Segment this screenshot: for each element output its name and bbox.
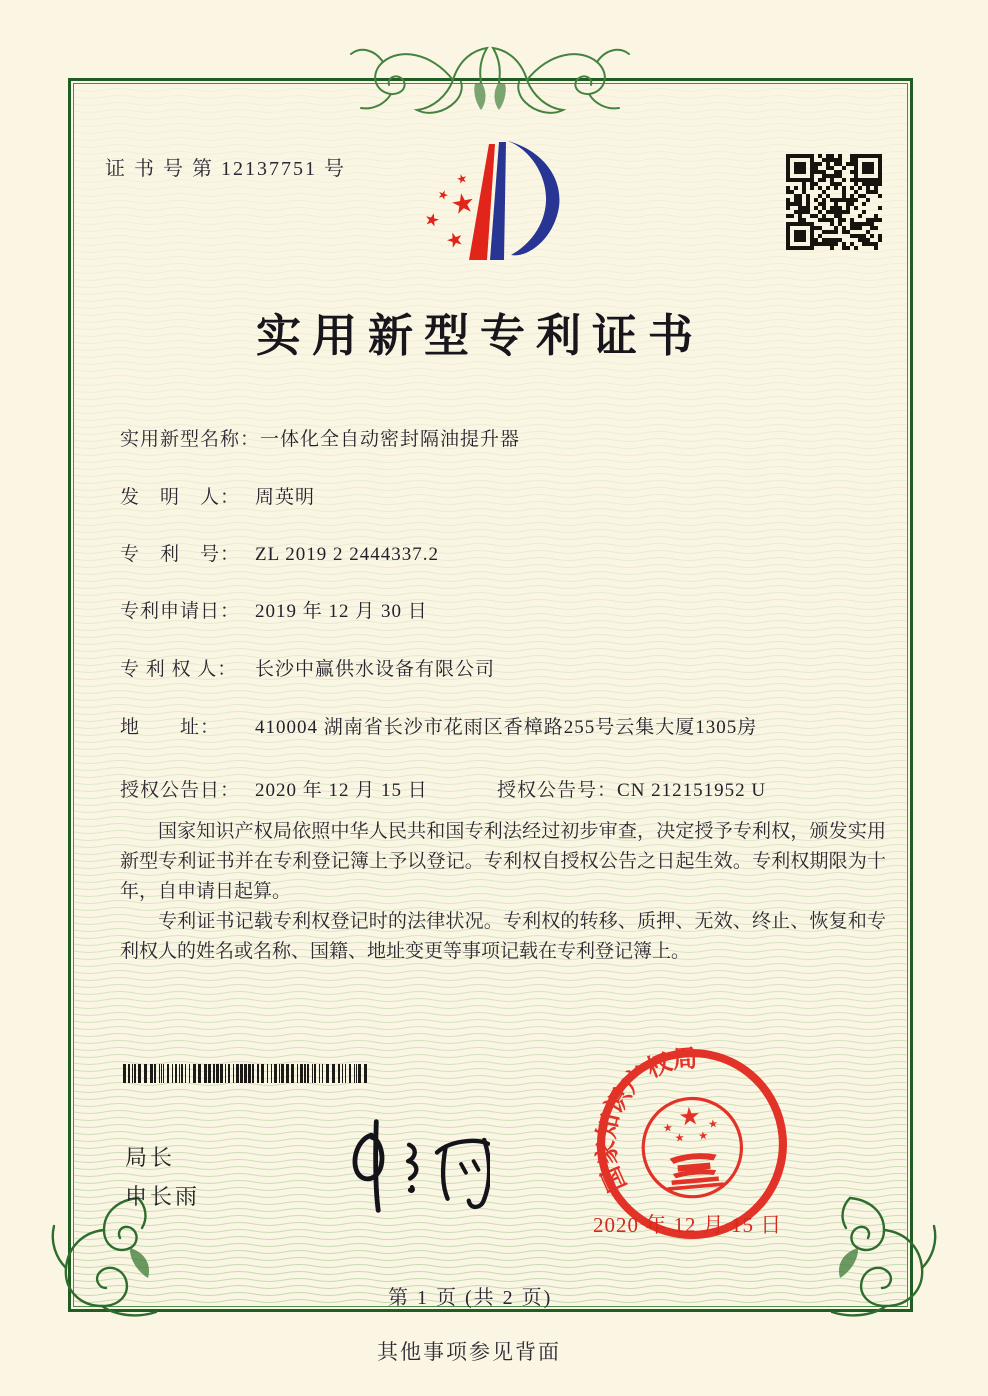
logo-column-red: [469, 144, 495, 260]
field-row-patent-number: [120, 539, 439, 566]
legal-paragraph-2: 专利证书记载专利权登记时的法律状况。专利权的转移、质押、无效、终止、恢复和专利权人的姓名或名称、国籍、地址变更等事项记载在专利登记簿上。: [120, 911, 886, 962]
field-value: 一体化全自动密封隔油提升器: [260, 429, 521, 450]
field-grant-number: [497, 775, 766, 802]
field-row-grant: [120, 775, 886, 802]
field-label: 授权公告日：: [120, 780, 241, 801]
field-label: 地 址：: [120, 717, 221, 738]
field-label: 专利申请日：: [120, 601, 241, 622]
field-label: 发 明 人：: [120, 487, 241, 508]
bottom-right-corner-ornament: [816, 1192, 946, 1322]
seal-national-emblem: [639, 1094, 745, 1200]
field-row-inventor: [120, 482, 315, 509]
seal-date: 2020 年 12 月 15 日: [593, 1213, 783, 1237]
commissioner-title: 局长: [125, 1145, 176, 1170]
field-row-patentee: [120, 654, 495, 681]
field-label: 专 利 号：: [120, 544, 241, 565]
field-value: ZL 2019 2 2444337.2: [255, 544, 440, 565]
field-value: 长沙中赢供水设备有限公司: [255, 659, 496, 680]
seal-text: 国家知识产权局: [593, 1045, 699, 1196]
qr-code: [786, 154, 882, 250]
barcode: [123, 1064, 370, 1083]
field-row-address: [120, 712, 757, 739]
commissioner-signature: [278, 1112, 490, 1218]
field-value: 2020 年 12 月 15 日: [255, 780, 428, 801]
commissioner-name: 申长雨: [125, 1184, 201, 1209]
page-number: 第 1 页 (共 2 页): [388, 1287, 553, 1309]
patent-office-logo: [415, 138, 567, 270]
field-value: 周英明: [255, 487, 316, 508]
logo-swoosh: [508, 141, 559, 255]
legal-paragraph-1: 国家知识产权局依照中华人民共和国专利法经过初步审查，决定授予专利权，颁发实用新型专利证书并在专利登记簿上予以登记。专利权自授权公告之日起生效。专利权期限为十年，自申请日起算。: [120, 821, 886, 902]
bottom-left-corner-ornament: [42, 1192, 172, 1322]
logo-stars: [426, 174, 473, 248]
field-row-filing-date: [120, 596, 428, 623]
footer-note: 其他事项参见背面: [377, 1340, 561, 1364]
field-value: 410004 湖南省长沙市花雨区香樟路255号云集大厦1305房: [255, 717, 758, 738]
top-border-ornament: [335, 30, 645, 130]
field-value: 2019 年 12 月 30 日: [255, 601, 428, 622]
certificate-title: 实用新型专利证书: [255, 311, 704, 361]
certificate-number: 证 书 号 第 12137751 号: [105, 158, 346, 180]
field-row-invention-name: [120, 424, 520, 451]
field-label: 授权公告号：: [497, 780, 618, 801]
field-value: CN 212151952 U: [617, 780, 767, 801]
field-label: 实用新型名称：: [120, 429, 261, 450]
field-label: 专 利 权 人：: [120, 659, 238, 680]
legal-text: [120, 817, 886, 967]
